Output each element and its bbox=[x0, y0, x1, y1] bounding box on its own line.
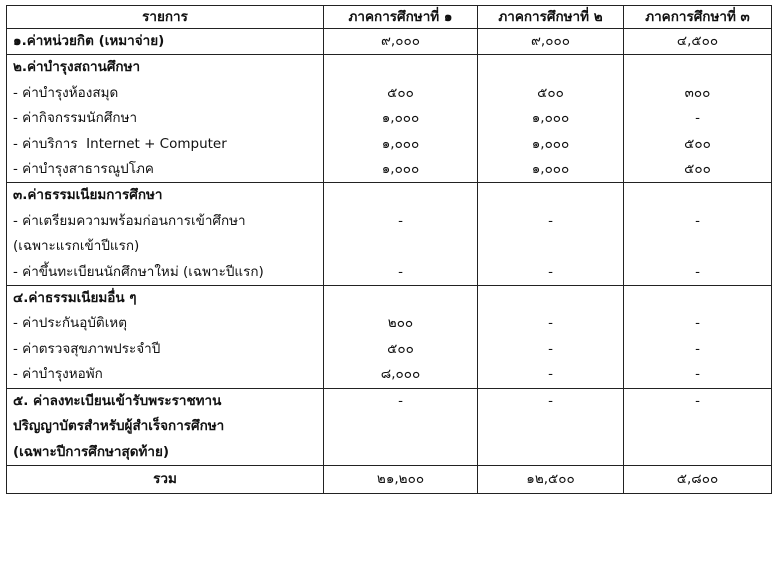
group-tuition-fee bbox=[7, 183, 772, 286]
section-title-row bbox=[7, 183, 772, 209]
row-label: - ค่าตรวจสุขภาพประจำปี bbox=[7, 337, 324, 362]
row-label: - ค่าประกันอุบัติเหตุ bbox=[7, 311, 324, 336]
header-item: รายการ bbox=[7, 6, 324, 29]
cell-sem1: - bbox=[324, 388, 478, 414]
group-maintenance-fee bbox=[7, 55, 772, 183]
cell-sem3: ๕๐๐ bbox=[624, 132, 772, 157]
cell-sem2: - bbox=[478, 260, 624, 286]
cell-sem3: - bbox=[624, 260, 772, 286]
cell-sem1: - bbox=[324, 209, 478, 234]
row-label: - ค่ากิจกรรมนักศึกษา bbox=[7, 106, 324, 131]
cell-sem2: - bbox=[478, 337, 624, 362]
cell-sem1: ๘,๐๐๐ bbox=[324, 362, 478, 388]
cell-sem1: - bbox=[324, 260, 478, 286]
cell-sem3: - bbox=[624, 106, 772, 131]
cell-sem2: ๙,๐๐๐ bbox=[478, 29, 624, 55]
group-graduation-fee bbox=[7, 388, 772, 465]
table-row bbox=[7, 81, 772, 106]
section-title-row bbox=[7, 55, 772, 81]
cell-sem2: ๕๐๐ bbox=[478, 81, 624, 106]
cell-sem3: ๕๐๐ bbox=[624, 157, 772, 183]
cell-sem3: - bbox=[624, 388, 772, 414]
row-label: - ค่าบำรุงห้องสมุด bbox=[7, 81, 324, 106]
section-title: ๒.ค่าบำรุงสถานศึกษา bbox=[7, 55, 324, 81]
table-row bbox=[7, 337, 772, 362]
table-row bbox=[7, 29, 772, 55]
section-title-row bbox=[7, 286, 772, 312]
row-label: - ค่าเตรียมความพร้อมก่อนการเข้าศึกษา bbox=[7, 209, 324, 234]
table-row bbox=[7, 311, 772, 336]
cell-sem3: - bbox=[624, 337, 772, 362]
total-label: รวม bbox=[7, 465, 324, 493]
table-row-continuation bbox=[7, 414, 772, 439]
cell-sem3: ๔,๕๐๐ bbox=[624, 29, 772, 55]
cell-sem1: ๑,๐๐๐ bbox=[324, 132, 478, 157]
table-row bbox=[7, 362, 772, 388]
cell-sem3: - bbox=[624, 311, 772, 336]
cell-sem2: - bbox=[478, 362, 624, 388]
row-label: - ค่าบริการ Internet + Computer bbox=[7, 132, 324, 157]
table-row-continuation bbox=[7, 440, 772, 466]
section-title: ๔.ค่าธรรมเนียมอื่น ๆ bbox=[7, 286, 324, 312]
table-row bbox=[7, 388, 772, 414]
row-label: ๕. ค่าลงทะเบียนเข้ารับพระราชทาน bbox=[7, 388, 324, 414]
group-other-fees bbox=[7, 286, 772, 389]
total-sem2: ๑๒,๕๐๐ bbox=[478, 465, 624, 493]
total-sem1: ๒๑,๒๐๐ bbox=[324, 465, 478, 493]
header-row bbox=[7, 6, 772, 29]
cell-sem2: ๑,๐๐๐ bbox=[478, 132, 624, 157]
cell-sem1: ๙,๐๐๐ bbox=[324, 29, 478, 55]
section-title: ๓.ค่าธรรมเนียมการศึกษา bbox=[7, 183, 324, 209]
table-row-continuation bbox=[7, 234, 772, 259]
header-semester-3: ภาคการศึกษาที่ ๓ bbox=[624, 6, 772, 29]
cell-sem1: ๑,๐๐๐ bbox=[324, 106, 478, 131]
cell-sem2: - bbox=[478, 388, 624, 414]
cell-sem1: ๒๐๐ bbox=[324, 311, 478, 336]
row-label-continuation: (เฉพาะแรกเข้าปีแรก) bbox=[7, 234, 324, 259]
table-row bbox=[7, 132, 772, 157]
total-row bbox=[7, 465, 772, 493]
table-row bbox=[7, 260, 772, 286]
cell-sem2: ๑,๐๐๐ bbox=[478, 157, 624, 183]
tuition-fee-table bbox=[6, 5, 772, 494]
table-row bbox=[7, 209, 772, 234]
row-label: ๑.ค่าหน่วยกิต (เหมาจ่าย) bbox=[7, 29, 324, 55]
cell-sem1: ๑,๐๐๐ bbox=[324, 157, 478, 183]
total-sem3: ๕,๘๐๐ bbox=[624, 465, 772, 493]
table-row bbox=[7, 157, 772, 183]
table-row bbox=[7, 106, 772, 131]
row-label: - ค่าบำรุงสาธารณูปโภค bbox=[7, 157, 324, 183]
header-semester-2: ภาคการศึกษาที่ ๒ bbox=[478, 6, 624, 29]
cell-sem3: - bbox=[624, 362, 772, 388]
cell-sem2: ๑,๐๐๐ bbox=[478, 106, 624, 131]
cell-sem3: ๓๐๐ bbox=[624, 81, 772, 106]
cell-sem3: - bbox=[624, 209, 772, 234]
cell-sem2: - bbox=[478, 311, 624, 336]
row-label: - ค่าขึ้นทะเบียนนักศึกษาใหม่ (เฉพาะปีแรก) bbox=[7, 260, 324, 286]
cell-sem2: - bbox=[478, 209, 624, 234]
row-label-continuation: ปริญญาบัตรสำหรับผู้สำเร็จการศึกษา bbox=[7, 414, 324, 439]
group-credit-fee bbox=[7, 29, 772, 55]
cell-sem1: ๕๐๐ bbox=[324, 337, 478, 362]
row-label: - ค่าบำรุงหอพัก bbox=[7, 362, 324, 388]
cell-sem1: ๕๐๐ bbox=[324, 81, 478, 106]
header-semester-1: ภาคการศึกษาที่ ๑ bbox=[324, 6, 478, 29]
row-label-continuation: (เฉพาะปีการศึกษาสุดท้าย) bbox=[7, 440, 324, 466]
